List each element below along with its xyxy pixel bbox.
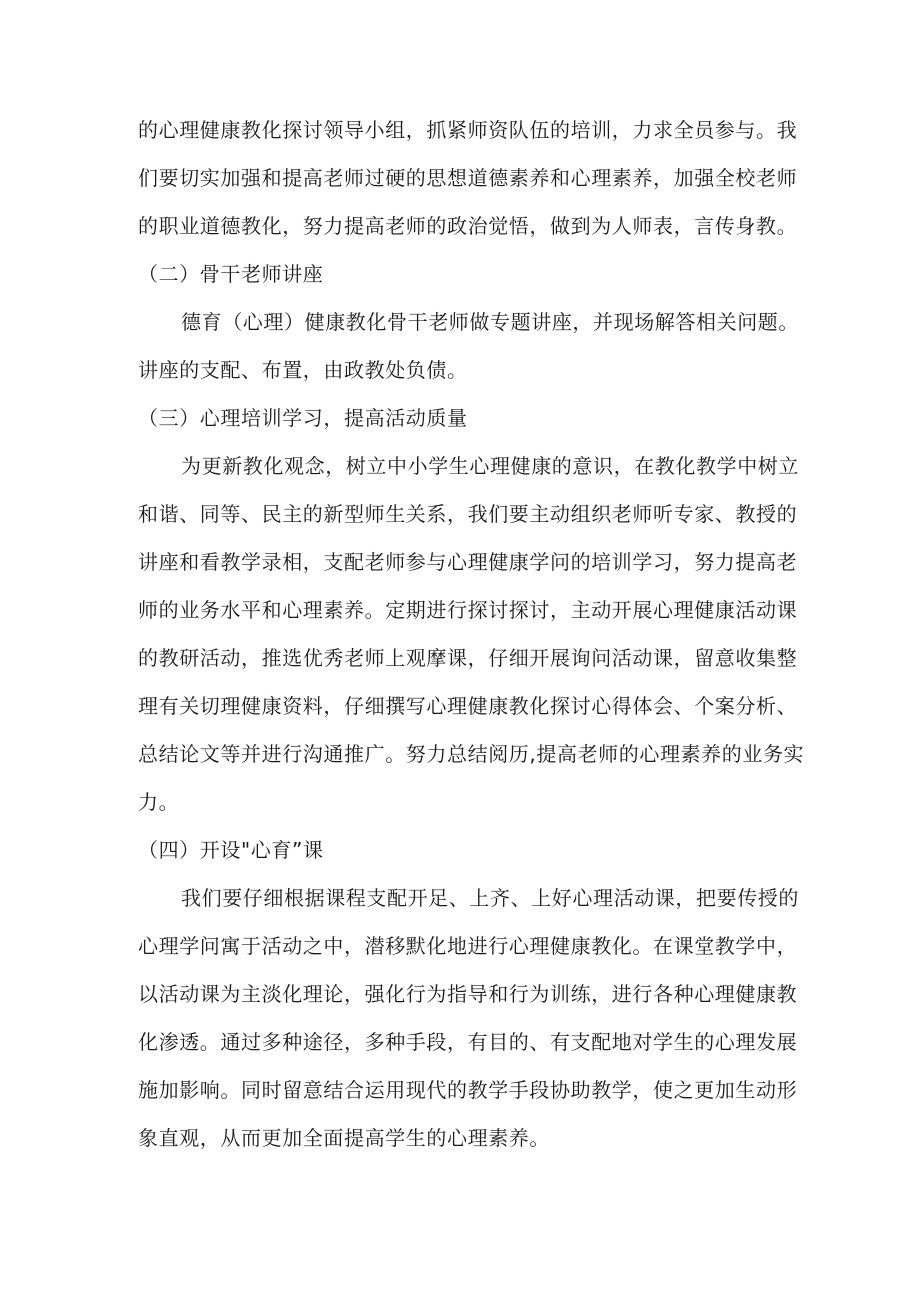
paragraph-line: 化渗透。通过多种途径，多种手段，有目的、有支配地对学生的心理发展 — [138, 1030, 798, 1054]
paragraph-line: 讲座和看教学录相，支配老师参与心理健康学问的培训学习，努力提高老 — [138, 550, 798, 574]
paragraph-line: 理有关切理健康资料，仔细撰写心理健康教化探讨心得体会、个案分析、 — [138, 694, 798, 718]
section-heading: （二）骨干老师讲座 — [138, 262, 324, 286]
paragraph-line: 以活动课为主淡化理论，强化行为指导和行为训练，进行各种心理健康教 — [138, 982, 798, 1006]
paragraph-line: 总结论文等并进行沟通推广。努力总结阅历,提高老师的心理素养的业务实 — [138, 742, 805, 766]
paragraph-line: 师的业务水平和心理素养。定期进行探讨探讨，主动开展心理健康活动课 — [138, 598, 798, 622]
paragraph-line: 力。 — [138, 790, 180, 814]
paragraph-line: 们要切实加强和提高老师过硬的思想道德素养和心理素养，加强全校老师 — [138, 166, 798, 190]
paragraph-line: 和谐、同等、民主的新型师生关系，我们要主动组织老师听专家、教授的 — [138, 502, 798, 526]
paragraph-line: 心理学问寓于活动之中，潜移默化地进行心理健康教化。在课堂教学中， — [138, 934, 798, 958]
paragraph-line: 德育（心理）健康教化骨干老师做专题讲座，并现场解答相关问题。 — [181, 310, 799, 334]
section-heading: （三）心理培训学习，提高活动质量 — [138, 406, 468, 430]
paragraph-line: 的职业道德教化，努力提高老师的政治觉悟，做到为人师表，言传身教。 — [138, 214, 798, 238]
paragraph-line: 我们要仔细根据课程支配开足、上齐、上好心理活动课，把要传授的 — [181, 886, 799, 910]
paragraph-line: 的心理健康教化探讨领导小组，抓紧师资队伍的培训，力求全员参与。我 — [138, 118, 798, 142]
section-heading: （四）开设"心育”课 — [138, 838, 324, 862]
paragraph-line: 象直观，从而更加全面提高学生的心理素养。 — [138, 1126, 550, 1150]
paragraph-line: 为更新教化观念，树立中小学生心理健康的意识，在教化教学中树立 — [181, 454, 799, 478]
paragraph-line: 的教研活动，推选优秀老师上观摩课，仔细开展询问活动课，留意收集整 — [138, 646, 798, 670]
paragraph-line: 讲座的支配、布置，由政教处负债。 — [138, 358, 468, 382]
paragraph-line: 施加影响。同时留意结合运用现代的教学手段协助教学，使之更加生动形 — [138, 1078, 798, 1102]
